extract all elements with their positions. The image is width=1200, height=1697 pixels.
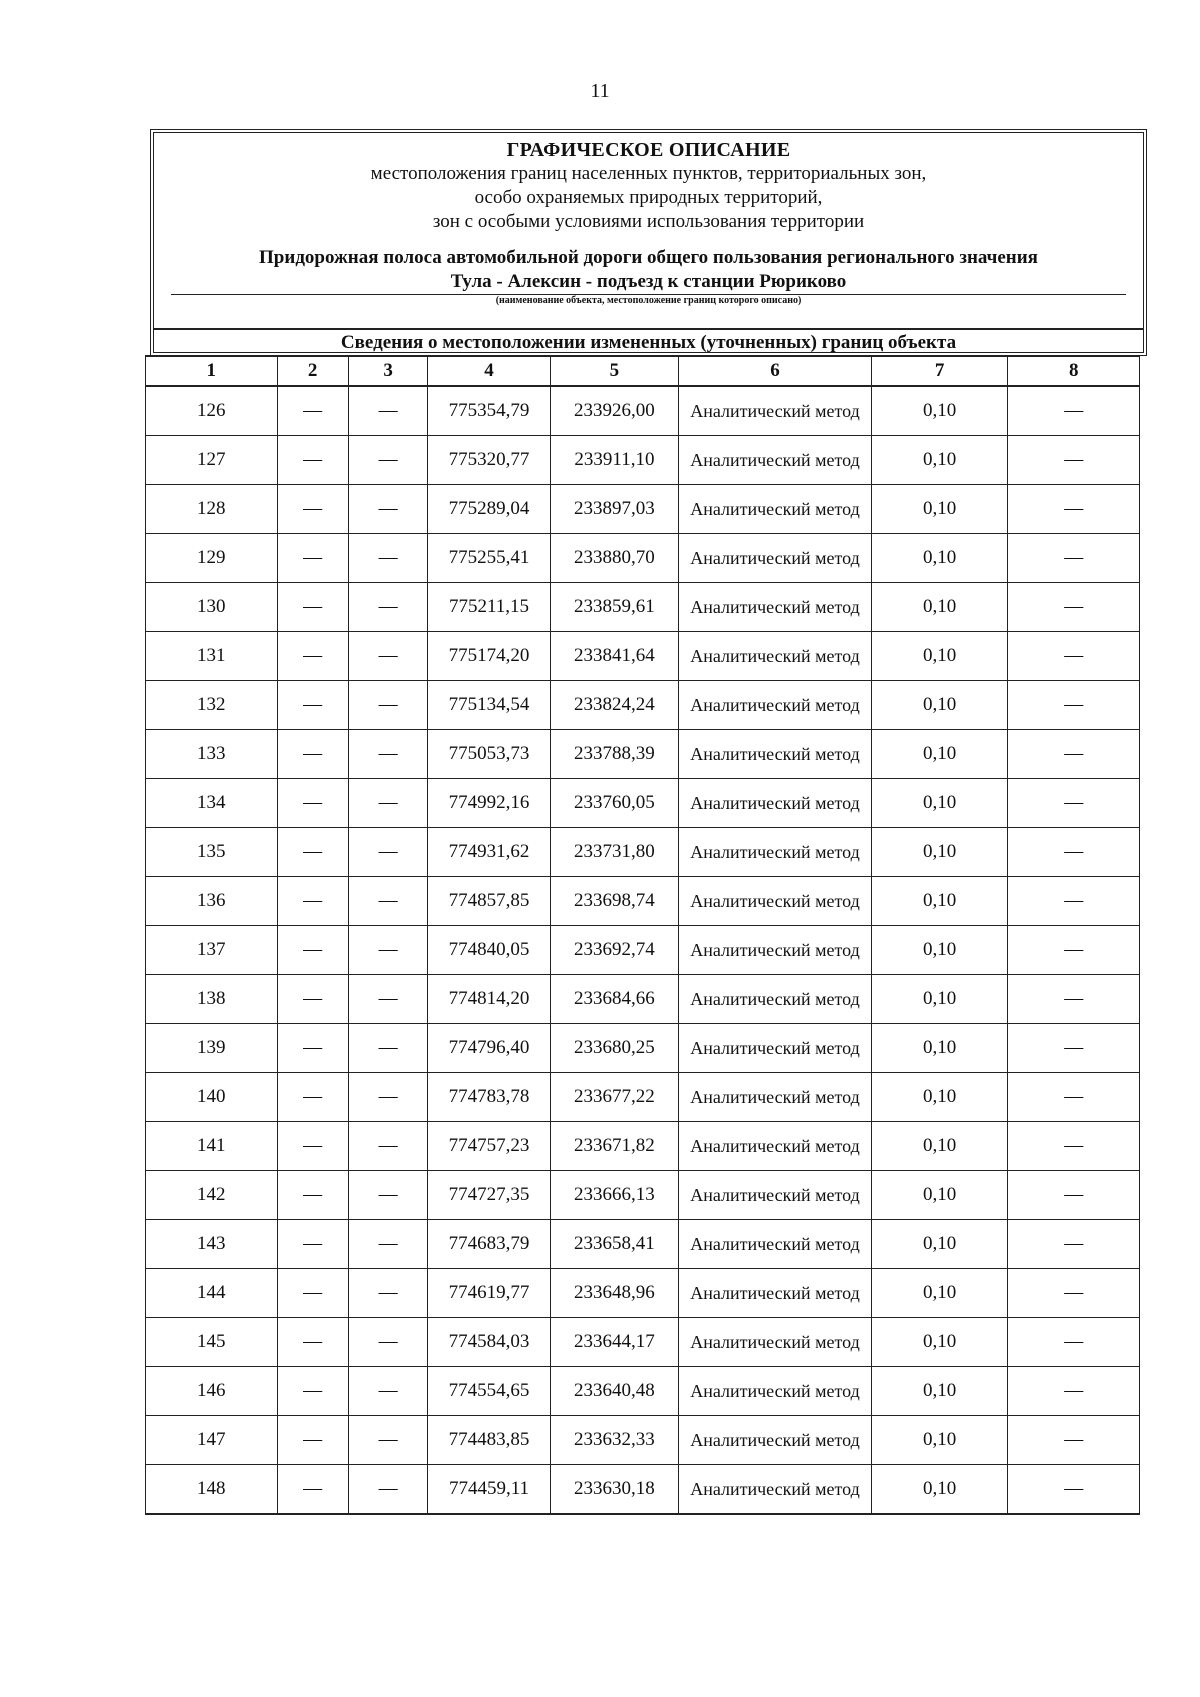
table-cell: 775289,04: [428, 485, 550, 534]
table-cell: 233788,39: [550, 730, 678, 779]
table-cell: 775320,77: [428, 436, 550, 485]
table-cell: —: [1008, 1024, 1140, 1073]
object-name-line: Придорожная полоса автомобильной дороги общего пользования регионального значения: [259, 247, 1038, 268]
point-number-cell: 130: [146, 583, 278, 632]
table-row: [146, 1465, 1140, 1515]
table-cell: —: [277, 779, 348, 828]
page-number: 11: [590, 80, 610, 102]
table-cell: —: [348, 534, 428, 583]
table-cell: —: [348, 877, 428, 926]
point-number-cell: 145: [146, 1318, 278, 1367]
table-row: [146, 779, 1140, 828]
table-cell: —: [277, 632, 348, 681]
point-number-cell: 128: [146, 485, 278, 534]
table-cell: —: [348, 1073, 428, 1122]
table-cell: —: [277, 1220, 348, 1269]
table-cell: 775174,20: [428, 632, 550, 681]
table-cell: —: [1008, 730, 1140, 779]
table-cell: 0,10: [871, 1024, 1008, 1073]
table-cell: —: [348, 1465, 428, 1515]
table-cell: 233658,41: [550, 1220, 678, 1269]
point-number-cell: 136: [146, 877, 278, 926]
table-cell: —: [277, 1416, 348, 1465]
table-cell: 775211,15: [428, 583, 550, 632]
table-cell: —: [1008, 1073, 1140, 1122]
table-cell: 775053,73: [428, 730, 550, 779]
table-cell: —: [277, 730, 348, 779]
table-cell: 0,10: [871, 877, 1008, 926]
table-cell: —: [277, 534, 348, 583]
table-row: [146, 1073, 1140, 1122]
method-cell: Аналитический метод: [679, 828, 872, 877]
table-row: [146, 632, 1140, 681]
method-cell: Аналитический метод: [679, 1024, 872, 1073]
table-cell: —: [1008, 485, 1140, 534]
table-cell: 774554,65: [428, 1367, 550, 1416]
table-cell: 0,10: [871, 386, 1008, 436]
method-cell: Аналитический метод: [679, 583, 872, 632]
table-cell: 233698,74: [550, 877, 678, 926]
table-cell: —: [277, 1318, 348, 1367]
table-cell: 233644,17: [550, 1318, 678, 1367]
document-header: [153, 132, 1144, 353]
table-cell: —: [348, 828, 428, 877]
table-cell: 0,10: [871, 632, 1008, 681]
table-cell: 0,10: [871, 583, 1008, 632]
table-cell: 774459,11: [428, 1465, 550, 1515]
table-cell: —: [1008, 926, 1140, 975]
table-cell: —: [348, 975, 428, 1024]
table-cell: 774757,23: [428, 1122, 550, 1171]
table-cell: —: [277, 1465, 348, 1515]
table-row: [146, 386, 1140, 436]
table-row: [146, 1269, 1140, 1318]
section-title: Сведения о местоположении измененных (уточненных) границ объекта: [154, 328, 1143, 354]
object-name-line: Тула - Алексин - подъезд к станции Рюриково: [450, 271, 847, 292]
table-cell: —: [1008, 877, 1140, 926]
table-cell: —: [348, 1024, 428, 1073]
table-row: [146, 1171, 1140, 1220]
point-number-cell: 134: [146, 779, 278, 828]
table-cell: —: [348, 1171, 428, 1220]
table-cell: —: [1008, 436, 1140, 485]
table-row: [146, 681, 1140, 730]
table-cell: —: [1008, 1269, 1140, 1318]
point-number-cell: 132: [146, 681, 278, 730]
table-cell: 775354,79: [428, 386, 550, 436]
point-number-cell: 146: [146, 1367, 278, 1416]
table-row: [146, 583, 1140, 632]
point-number-cell: 140: [146, 1073, 278, 1122]
column-header: 6: [679, 356, 872, 386]
table-cell: —: [277, 583, 348, 632]
table-cell: 774814,20: [428, 975, 550, 1024]
point-number-cell: 148: [146, 1465, 278, 1515]
table-cell: 0,10: [871, 681, 1008, 730]
table-cell: —: [277, 828, 348, 877]
table-cell: 233824,24: [550, 681, 678, 730]
table-cell: 774840,05: [428, 926, 550, 975]
method-cell: Аналитический метод: [679, 1073, 872, 1122]
table-cell: 0,10: [871, 828, 1008, 877]
table-row: [146, 1367, 1140, 1416]
point-number-cell: 131: [146, 632, 278, 681]
table-cell: 233731,80: [550, 828, 678, 877]
table-cell: 0,10: [871, 730, 1008, 779]
table-cell: 0,10: [871, 926, 1008, 975]
table-cell: —: [348, 1367, 428, 1416]
point-number-cell: 129: [146, 534, 278, 583]
table-row: [146, 534, 1140, 583]
table-cell: 233760,05: [550, 779, 678, 828]
table-cell: 774619,77: [428, 1269, 550, 1318]
table-cell: 774796,40: [428, 1024, 550, 1073]
table-cell: 775134,54: [428, 681, 550, 730]
table-cell: —: [1008, 1465, 1140, 1515]
method-cell: Аналитический метод: [679, 1122, 872, 1171]
table-cell: 233926,00: [550, 386, 678, 436]
table-cell: —: [348, 632, 428, 681]
table-cell: 233640,48: [550, 1367, 678, 1416]
point-number-cell: 141: [146, 1122, 278, 1171]
table-cell: 233841,64: [550, 632, 678, 681]
table-cell: —: [277, 1073, 348, 1122]
table-cell: —: [277, 681, 348, 730]
table-cell: —: [1008, 1122, 1140, 1171]
subtitle-line: местоположения границ населенных пунктов, территориальных зон,: [370, 163, 927, 184]
point-number-cell: 139: [146, 1024, 278, 1073]
table-row: [146, 1318, 1140, 1367]
point-number-cell: 142: [146, 1171, 278, 1220]
table-cell: 0,10: [871, 1171, 1008, 1220]
table-row: [146, 828, 1140, 877]
method-cell: Аналитический метод: [679, 1220, 872, 1269]
coordinates-table: [145, 355, 1140, 1515]
table-row: [146, 877, 1140, 926]
point-number-cell: 138: [146, 975, 278, 1024]
column-header: 5: [550, 356, 678, 386]
point-number-cell: 143: [146, 1220, 278, 1269]
method-cell: Аналитический метод: [679, 1171, 872, 1220]
table-cell: —: [348, 436, 428, 485]
table-cell: —: [1008, 681, 1140, 730]
table-cell: 774584,03: [428, 1318, 550, 1367]
table-cell: —: [277, 877, 348, 926]
method-cell: Аналитический метод: [679, 534, 872, 583]
table-cell: 775255,41: [428, 534, 550, 583]
table-cell: —: [1008, 1367, 1140, 1416]
table-cell: 0,10: [871, 1122, 1008, 1171]
table-cell: 233692,74: [550, 926, 678, 975]
table-cell: 0,10: [871, 1416, 1008, 1465]
method-cell: Аналитический метод: [679, 1465, 872, 1515]
method-cell: Аналитический метод: [679, 1416, 872, 1465]
table-cell: —: [348, 1220, 428, 1269]
table-row: [146, 730, 1140, 779]
table-cell: 0,10: [871, 1220, 1008, 1269]
table-cell: 774483,85: [428, 1416, 550, 1465]
table-cell: 0,10: [871, 534, 1008, 583]
table-cell: —: [277, 926, 348, 975]
table-cell: 233666,13: [550, 1171, 678, 1220]
point-number-cell: 126: [146, 386, 278, 436]
table-cell: 0,10: [871, 1318, 1008, 1367]
column-header: 1: [146, 356, 278, 386]
table-cell: 0,10: [871, 779, 1008, 828]
subtitle-line: особо охраняемых природных территорий,: [474, 187, 823, 208]
table-cell: 233630,18: [550, 1465, 678, 1515]
table-cell: 0,10: [871, 1367, 1008, 1416]
table-cell: —: [348, 1269, 428, 1318]
table-cell: —: [348, 681, 428, 730]
table-cell: 233897,03: [550, 485, 678, 534]
column-header: 7: [871, 356, 1008, 386]
method-cell: Аналитический метод: [679, 926, 872, 975]
table-cell: —: [277, 436, 348, 485]
table-cell: 233911,10: [550, 436, 678, 485]
table-cell: —: [348, 1122, 428, 1171]
table-row: [146, 485, 1140, 534]
method-cell: Аналитический метод: [679, 779, 872, 828]
table-cell: 233648,96: [550, 1269, 678, 1318]
table-cell: —: [277, 1122, 348, 1171]
table-cell: —: [348, 779, 428, 828]
table-cell: —: [277, 975, 348, 1024]
method-cell: Аналитический метод: [679, 877, 872, 926]
table-cell: 0,10: [871, 436, 1008, 485]
point-number-cell: 137: [146, 926, 278, 975]
method-cell: Аналитический метод: [679, 386, 872, 436]
table-cell: 233859,61: [550, 583, 678, 632]
table-row: [146, 1122, 1140, 1171]
method-cell: Аналитический метод: [679, 1318, 872, 1367]
table-cell: —: [348, 583, 428, 632]
column-header: 2: [277, 356, 348, 386]
document-title: ГРАФИЧЕСКОЕ ОПИСАНИЕ: [506, 139, 791, 161]
table-cell: 0,10: [871, 975, 1008, 1024]
table-cell: —: [1008, 1220, 1140, 1269]
method-cell: Аналитический метод: [679, 730, 872, 779]
table-cell: 774992,16: [428, 779, 550, 828]
table-cell: 233684,66: [550, 975, 678, 1024]
table-cell: 233680,25: [550, 1024, 678, 1073]
table-cell: 233880,70: [550, 534, 678, 583]
table-cell: —: [1008, 534, 1140, 583]
table-cell: 233632,33: [550, 1416, 678, 1465]
table-cell: —: [277, 485, 348, 534]
table-cell: —: [1008, 779, 1140, 828]
table-body: [146, 386, 1140, 1514]
table-cell: —: [277, 1269, 348, 1318]
table-cell: 774683,79: [428, 1220, 550, 1269]
table-cell: —: [348, 1416, 428, 1465]
table-cell: —: [1008, 1171, 1140, 1220]
table-row: [146, 1024, 1140, 1073]
method-cell: Аналитический метод: [679, 436, 872, 485]
table-row: [146, 1416, 1140, 1465]
point-number-cell: 133: [146, 730, 278, 779]
table-cell: —: [1008, 1318, 1140, 1367]
method-cell: Аналитический метод: [679, 632, 872, 681]
table-cell: —: [1008, 386, 1140, 436]
table-cell: —: [348, 1318, 428, 1367]
table-cell: —: [1008, 1416, 1140, 1465]
table-cell: 0,10: [871, 1073, 1008, 1122]
table-row: [146, 1220, 1140, 1269]
table-cell: 774931,62: [428, 828, 550, 877]
column-header: 8: [1008, 356, 1140, 386]
table-cell: 774727,35: [428, 1171, 550, 1220]
object-caption: (наименование объекта, местоположение границ которого описано): [495, 295, 802, 306]
method-cell: Аналитический метод: [679, 1367, 872, 1416]
table-cell: —: [1008, 632, 1140, 681]
method-cell: Аналитический метод: [679, 485, 872, 534]
column-header: 3: [348, 356, 428, 386]
table-cell: 774857,85: [428, 877, 550, 926]
table-cell: —: [277, 1367, 348, 1416]
table-cell: —: [277, 1024, 348, 1073]
table-cell: 0,10: [871, 485, 1008, 534]
table-cell: 233671,82: [550, 1122, 678, 1171]
table-cell: —: [348, 386, 428, 436]
table-cell: 774783,78: [428, 1073, 550, 1122]
table-cell: —: [1008, 975, 1140, 1024]
table-cell: 233677,22: [550, 1073, 678, 1122]
method-cell: Аналитический метод: [679, 681, 872, 730]
method-cell: Аналитический метод: [679, 975, 872, 1024]
table-cell: —: [348, 485, 428, 534]
table-header-row: [146, 356, 1140, 386]
table-cell: —: [1008, 828, 1140, 877]
method-cell: Аналитический метод: [679, 1269, 872, 1318]
point-number-cell: 135: [146, 828, 278, 877]
table-cell: 0,10: [871, 1269, 1008, 1318]
table-row: [146, 926, 1140, 975]
column-header: 4: [428, 356, 550, 386]
table-cell: —: [348, 926, 428, 975]
table-cell: —: [277, 386, 348, 436]
table-cell: —: [348, 730, 428, 779]
point-number-cell: 147: [146, 1416, 278, 1465]
table-cell: —: [277, 1171, 348, 1220]
subtitle-line: зон с особыми условиями использования территории: [432, 211, 865, 232]
table-row: [146, 975, 1140, 1024]
point-number-cell: 144: [146, 1269, 278, 1318]
table-row: [146, 436, 1140, 485]
table-cell: 0,10: [871, 1465, 1008, 1515]
table-cell: —: [1008, 583, 1140, 632]
point-number-cell: 127: [146, 436, 278, 485]
